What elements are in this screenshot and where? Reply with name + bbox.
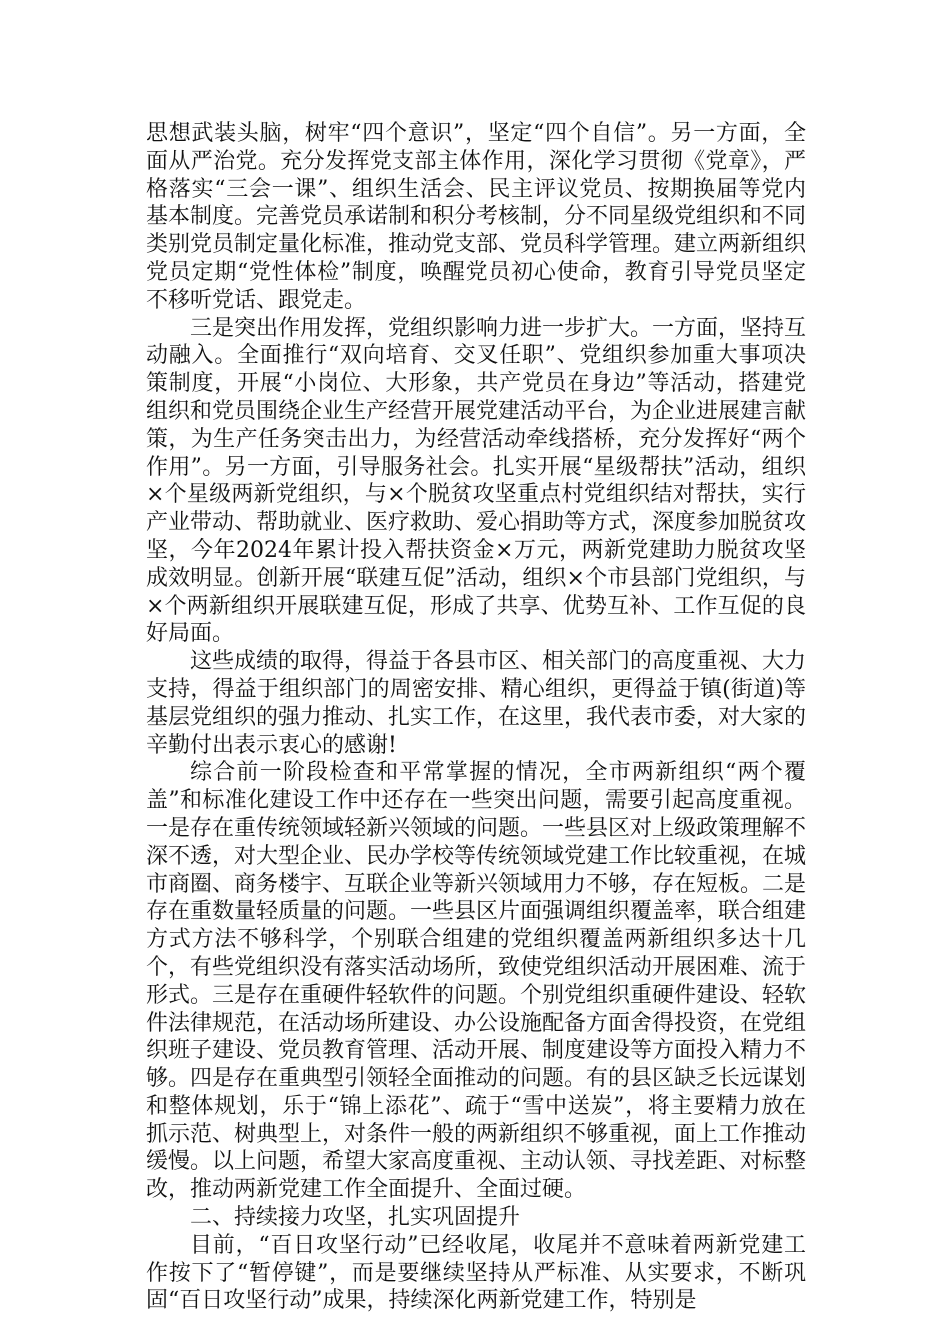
section-heading: 二、持续接力攻坚，扎实巩固提升 <box>190 1205 521 1231</box>
paragraph-thanks: 这些成绩的取得，得益于各县市区、相关部门的高度重视、大力支持，得益于组织部门的周密安排、精心组织，更得益于镇(街道)等基层党组织的强力推动、扎实工作，在这里，我代表市委，对大家的辛勤付出表示衷心的感谢! <box>146 649 807 758</box>
paragraph-current: 目前，“百日攻坚行动”已经收尾，收尾并不意味着两新党建工作按下了“暂停键”，而是要继续坚持从严标准、从实要求，不断巩固“百日攻坚行动”成果，持续深化两新党建工作，特别是 <box>146 1232 806 1314</box>
paragraph-continuation: 思想武装头脑，树牢“四个意识”，坚定“四个自信”。另一方面，全面从严治党。充分发挥党支部主体作用，深化学习贯彻《党章》，严格落实“三会一课”、组织生活会、民主评议党员、按期换届等党内基本制度。完善党员承诺制和积分考核制，分不同星级党组织和不同类别党员制定量化标准，推动党支部、党员科学管理。建立两新组织党员定期“党性体检”制度，唤醒党员初心使命，教育引导党员坚定不移听党话、跟党走。 <box>146 121 807 313</box>
paragraph-role-play: 三是突出作用发挥，党组织影响力进一步扩大。一方面，坚持互动融入。全面推行“双向培育、交叉任职”、党组织参加重大事项决策制度，开展“小岗位、大形象，共产党员在身边”等活动，搭建党组织和党员围绕企业生产经营开展党建活动平台，为企业进展建言献策，为生产任务突击出力，为经营活动牵线搭桥，充分发挥好“两个作用”。另一方面，引导服务社会。扎实开展“星级帮扶”活动，组织×个星级两新党组织，与×个脱贫攻坚重点村党组织结对帮扶，实行产业带动、帮助就业、医疗救助、爱心捐助等方式，深度参加脱贫攻坚，今年2024年累计投入帮扶资金×万元，两新党建助力脱贫攻坚成效明显。创新开展“联建互促”活动，组织×个市县部门党组织，与×个两新组织开展联建互促，形成了共享、优势互补、工作互促的良好局面。 <box>146 315 807 647</box>
document-page <box>146 120 806 1315</box>
paragraph-problems: 综合前一阶段检查和平常掌握的情况，全市两新组织“两个覆盖”和标准化建设工作中还存在一些突出问题，需要引起高度重视。一是存在重传统领域轻新兴领域的问题。一些县区对上级政策理解不深不透，对大型企业、民办学校等传统领域党建工作比较重视，在城市商圈、商务楼宇、互联企业等新兴领域用力不够，存在短板。二是存在重数量轻质量的问题。一些县区片面强调组织覆盖率，联合组建方式方法不够科学，个别联合组建的党组织覆盖两新组织多达十几个，有些党组织没有落实活动场所，致使党组织活动开展困难、流于形式。三是存在重硬件轻软件的问题。个别党组织重硬件建设、轻软件法律规范，在活动场所建设、办公设施配备方面舍得投资，在党组织班子建设、党员教育管理、活动开展、制度建设等方面投入精力不够。四是存在重典型引领轻全面推动的问题。有的县区缺乏长远谋划和整体规划，乐于“锦上添花”、疏于“雪中送炭”，将主要精力放在抓示范、树典型上，对条件一般的两新组织不够重视，面上工作推动缓慢。以上问题，希望大家高度重视、主动认领、寻找差距、对标整改，推动两新党建工作全面提升、全面过硬。 <box>146 760 807 1203</box>
